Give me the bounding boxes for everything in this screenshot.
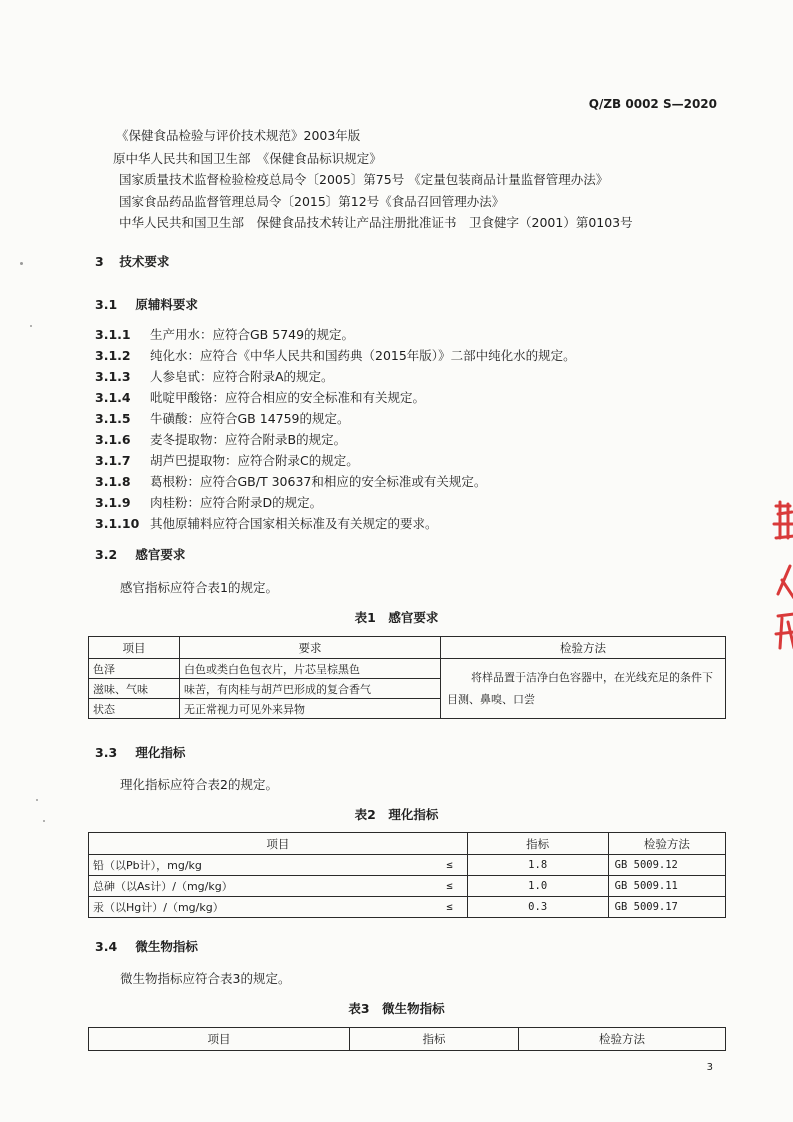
clause-3-1-8 (95, 472, 486, 490)
section-title: 技术要求 (119, 254, 170, 269)
column-header: 项目 (89, 1028, 350, 1051)
section-number: 3 (95, 254, 104, 269)
column-header: 指标 (467, 833, 608, 855)
column-header: 检验方法 (441, 637, 726, 659)
method-cell: GB 5009.12 (608, 855, 725, 876)
clause-text: 吡啶甲酸铬：应符合相应的安全标准和有关规定。 (150, 390, 426, 405)
section-3-heading (95, 252, 169, 270)
column-header: 项目 (89, 637, 180, 659)
requirement-cell: 白色或类白色包衣片，片芯呈棕黑色 (180, 659, 441, 679)
table-header-row (89, 637, 726, 659)
table-header-row (89, 1028, 726, 1051)
clause-number: 3.1.2 (95, 348, 131, 363)
clause-3-1-9 (95, 493, 322, 511)
section-title: 原辅料要求 (135, 297, 198, 312)
clause-number: 3.1.4 (95, 390, 131, 405)
clause-text: 人参皂甙：应符合附录A的规定。 (150, 369, 334, 384)
clause-3-1-4 (95, 388, 425, 406)
clause-text: 其他原辅料应符合国家相关标准及有关规定的要求。 (150, 516, 438, 531)
clause-3-1-6 (95, 430, 346, 448)
requirement-cell: 味苦，有肉桂与胡芦巴形成的复合香气 (180, 679, 441, 699)
clause-3-1-5 (95, 409, 350, 427)
item-cell: 汞（以Hg计）/（mg/kg） (89, 897, 409, 918)
section-number: 3.3 (95, 745, 118, 760)
clause-number: 3.1.7 (95, 453, 131, 468)
value-cell: 1.0 (467, 876, 608, 897)
item-cell: 总砷（以As计）/（mg/kg） (89, 876, 409, 897)
value-cell: 0.3 (467, 897, 608, 918)
clause-3-1-10 (95, 514, 438, 532)
operator-cell: ≤ (409, 897, 468, 918)
column-header: 指标 (350, 1028, 519, 1051)
column-header: 检验方法 (519, 1028, 726, 1051)
table-row (89, 855, 726, 876)
table-row (89, 659, 726, 679)
seal-glyph-bottom (776, 614, 793, 648)
section-3-4-heading (95, 937, 198, 955)
microbiology-table (88, 1027, 726, 1051)
seal-glyph-top (774, 502, 793, 538)
table-3-caption: 表3 微生物指标 (348, 1001, 445, 1016)
clause-text: 胡芦巴提取物：应符合附录C的规定。 (150, 453, 359, 468)
clause-number: 3.1.3 (95, 369, 131, 384)
table-row (89, 876, 726, 897)
table-2-caption: 表2 理化指标 (354, 807, 439, 822)
section-3-4-text: 微生物指标应符合表3的规定。 (120, 971, 291, 986)
clause-3-1-3 (95, 367, 334, 385)
scan-speck (30, 325, 32, 327)
method-cell: 将样品置于洁净白色容器中，在光线充足的条件下目测、鼻嗅、口尝 (441, 659, 726, 719)
reference-line: 《保健食品检验与评价技术规范》2003年版 (116, 128, 361, 143)
clause-3-1-2 (95, 346, 576, 364)
page-number: 3 (706, 1062, 713, 1073)
scan-speck (36, 799, 38, 801)
reference-line: 国家质量技术监督检验检疫总局令〔2005〕第75号 《定量包装商品计量监督管理办法》 (119, 172, 609, 187)
item-cell: 铅（以Pb计），mg/kg (89, 855, 409, 876)
section-3-3-text: 理化指标应符合表2的规定。 (120, 777, 278, 792)
column-header: 要求 (180, 637, 441, 659)
section-title: 微生物指标 (135, 939, 198, 954)
method-cell: GB 5009.17 (608, 897, 725, 918)
operator-cell: ≤ (409, 876, 468, 897)
column-header: 检验方法 (608, 833, 725, 855)
seal-stamp-fragment (768, 498, 793, 658)
requirement-cell: 无正常视力可见外来异物 (180, 699, 441, 719)
clause-number: 3.1.10 (95, 516, 140, 531)
clause-text: 葛根粉：应符合GB/T 30637和相应的安全标准或有关规定。 (150, 474, 487, 489)
clause-3-1-1 (95, 325, 354, 343)
section-number: 3.1 (95, 297, 118, 312)
clause-3-1-7 (95, 451, 359, 469)
table-header-row (89, 833, 726, 855)
table-1-caption: 表1 感官要求 (354, 610, 439, 625)
item-cell: 滋味、气味 (89, 679, 180, 699)
clause-text: 牛磺酸：应符合GB 14759的规定。 (150, 411, 350, 426)
value-cell: 1.8 (467, 855, 608, 876)
section-title: 感官要求 (135, 547, 186, 562)
section-number: 3.4 (95, 939, 118, 954)
clause-number: 3.1.5 (95, 411, 131, 426)
standard-number: Q/ZB 0002 S—2020 (588, 97, 717, 111)
section-title: 理化指标 (135, 745, 186, 760)
clause-number: 3.1.6 (95, 432, 131, 447)
seal-glyph-middle (778, 566, 793, 598)
clause-text: 生产用水：应符合GB 5749的规定。 (150, 327, 355, 342)
sensory-table (88, 636, 726, 719)
scan-speck (20, 262, 23, 265)
item-cell: 色泽 (89, 659, 180, 679)
section-3-3-heading (95, 743, 185, 761)
scan-speck (43, 820, 45, 822)
column-header: 项目 (89, 833, 468, 855)
clause-number: 3.1.8 (95, 474, 131, 489)
clause-text: 肉桂粉：应符合附录D的规定。 (150, 495, 323, 510)
clause-number: 3.1.1 (95, 327, 131, 342)
section-3-1-heading (95, 295, 198, 313)
section-3-2-heading (95, 545, 185, 563)
reference-line: 国家食品药品监督管理总局令〔2015〕第12号《食品召回管理办法》 (119, 194, 505, 209)
item-cell: 状态 (89, 699, 180, 719)
physicochemical-table (88, 832, 726, 918)
reference-line: 原中华人民共和国卫生部 《保健食品标识规定》 (113, 151, 382, 166)
section-3-2-text: 感官指标应符合表1的规定。 (120, 580, 278, 595)
clause-text: 麦冬提取物：应符合附录B的规定。 (150, 432, 347, 447)
method-cell: GB 5009.11 (608, 876, 725, 897)
clause-text: 纯化水：应符合《中华人民共和国药典（2015年版）》二部中纯化水的规定。 (150, 348, 576, 363)
section-number: 3.2 (95, 547, 118, 562)
clause-number: 3.1.9 (95, 495, 131, 510)
operator-cell: ≤ (409, 855, 468, 876)
table-row (89, 897, 726, 918)
reference-line: 中华人民共和国卫生部 保健食品技术转让产品注册批准证书 卫食健字（2001）第0103号 (119, 215, 633, 230)
